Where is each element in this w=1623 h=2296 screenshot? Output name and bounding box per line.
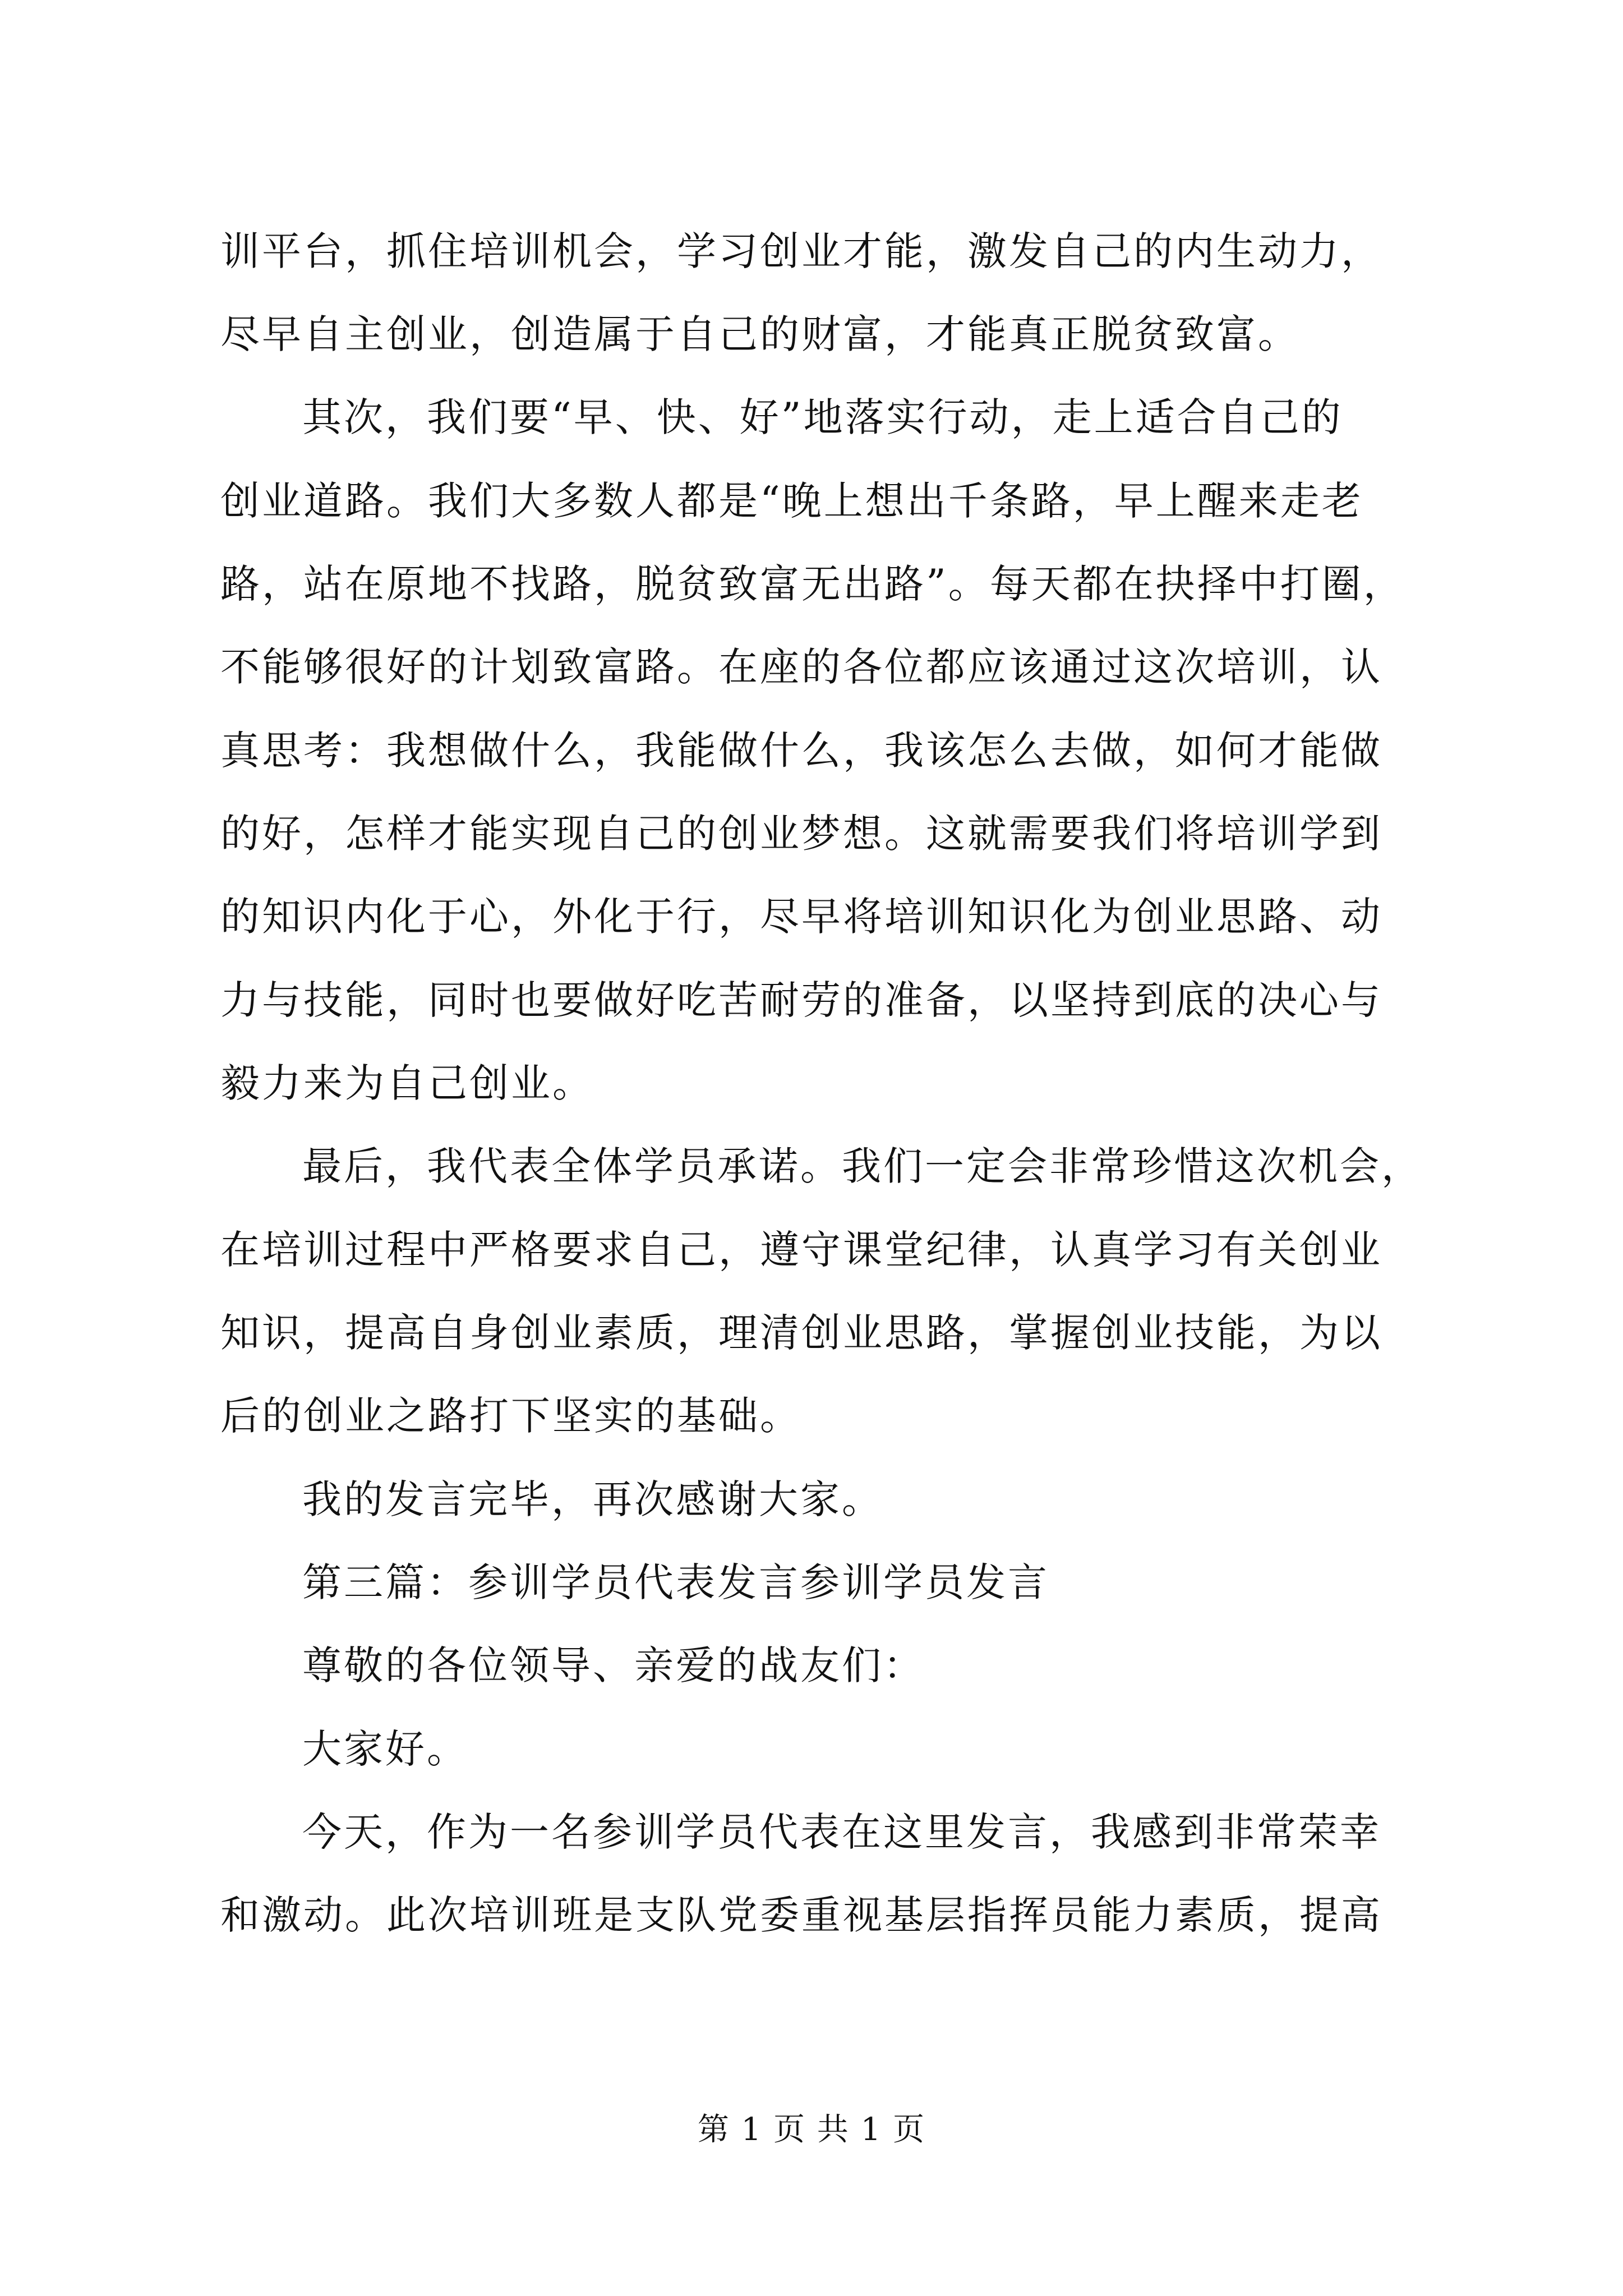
section-heading: 第三篇：参训学员代表发言参训学员发言 bbox=[302, 1559, 1049, 1605]
text-line: 真思考：我想做什么，我能做什么，我该怎么去做，如何才能做 bbox=[220, 728, 1382, 774]
paragraph-start-line: 其次，我们要“早、快、好”地落实行动，走上适合自己的 bbox=[302, 394, 1343, 440]
paragraph-start-line: 最后，我代表全体学员承诺。我们一定会非常珍惜这次机会， bbox=[302, 1143, 1423, 1189]
text-line: 创业道路。我们大多数人都是“晚上想出千条路，早上醒来走老 bbox=[220, 478, 1363, 524]
text-line: 的知识内化于心，外化于行，尽早将培训知识化为创业思路、动 bbox=[220, 894, 1382, 940]
text-line: 在培训过程中严格要求自己，遵守课堂纪律，认真学习有关创业 bbox=[220, 1227, 1382, 1273]
text-line: 知识，提高自身创业素质，理清创业思路，掌握创业技能，为以 bbox=[220, 1310, 1382, 1356]
text-line: 力与技能，同时也要做好吃苦耐劳的准备，以坚持到底的决心与 bbox=[220, 977, 1382, 1023]
salutation-line: 尊敬的各位领导、亲爱的战友们： bbox=[302, 1642, 925, 1688]
text-line: 毅力来为自己创业。 bbox=[220, 1060, 594, 1106]
text-line: 不能够很好的计划致富路。在座的各位都应该通过这次培训，认 bbox=[220, 644, 1382, 690]
paragraph-start-line: 我的发言完毕，再次感谢大家。 bbox=[302, 1476, 883, 1522]
text-line: 的好，怎样才能实现自己的创业梦想。这就需要我们将培训学到 bbox=[220, 811, 1382, 857]
paragraph-start-line: 今天，作为一名参训学员代表在这里发言，我感到非常荣幸 bbox=[302, 1809, 1381, 1855]
text-line: 尽早自主创业，创造属于自己的财富，才能真正脱贫致富。 bbox=[220, 311, 1299, 357]
text-line: 路，站在原地不找路，脱贫致富无出路”。每天都在抉择中打圈， bbox=[220, 561, 1405, 607]
greeting-line: 大家好。 bbox=[302, 1726, 468, 1772]
text-line: 后的创业之路打下坚实的基础。 bbox=[220, 1393, 801, 1439]
text-line: 和激动。此次培训班是支队党委重视基层指挥员能力素质，提高 bbox=[220, 1892, 1382, 1938]
text-line: 训平台，抓住培训机会，学习创业才能，激发自己的内生动力， bbox=[220, 228, 1382, 274]
page-number-footer: 第 1 页 共 1 页 bbox=[697, 2111, 926, 2148]
